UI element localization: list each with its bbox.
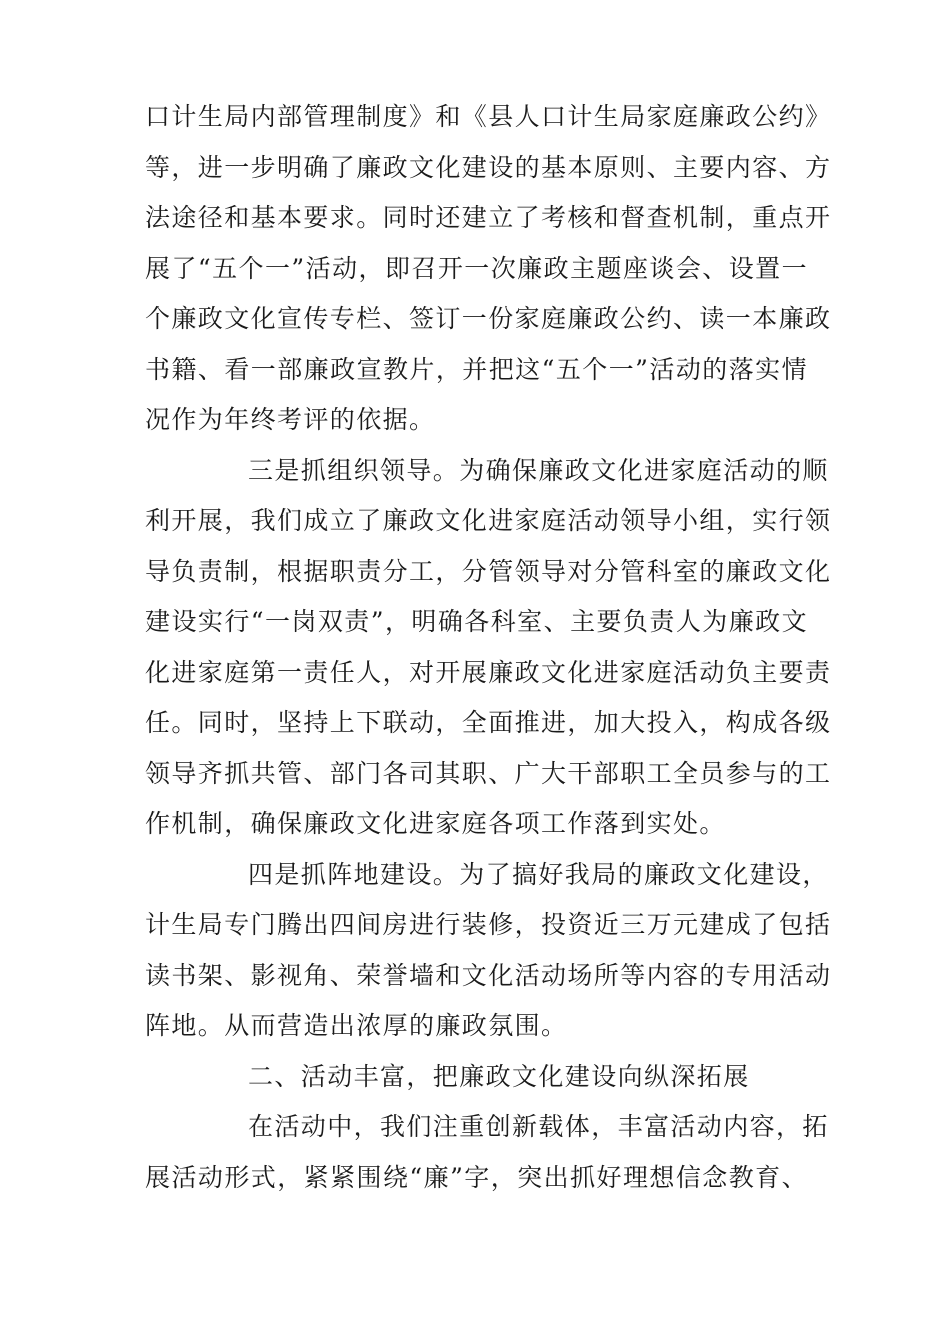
text-line: 领导齐抓共管、部门各司其职、广大干部职工全员参与的工 xyxy=(145,758,832,788)
section-heading xyxy=(145,1052,808,1103)
text-line: 在活动中，我们注重创新载体，丰富活动内容，拓 xyxy=(248,1112,829,1141)
paragraph-2 xyxy=(145,446,832,850)
paragraph-3 xyxy=(145,850,832,1052)
text-line: 口计生局内部管理制度》和《县人口计生局家庭廉政公约》 xyxy=(145,102,832,131)
text-line: 二、活动丰富，把廉政文化建设向纵深拓展 xyxy=(248,1061,750,1091)
text-line: 导负责制，根据职责分工，分管领导对分管科室的廉政文化 xyxy=(145,556,832,586)
text-line: 况作为年终考评的依据。 xyxy=(145,405,436,434)
text-line: 法途径和基本要求。同时还建立了考核和督查机制，重点开 xyxy=(145,203,832,232)
document-body xyxy=(145,92,832,1203)
text-line: 阵地。从而营造出浓厚的廉政氛围。 xyxy=(145,1011,568,1040)
text-line: 书籍、看一部廉政宣教片，并把这“五个一”活动的落实情 xyxy=(145,354,808,384)
text-line: 展了“五个一”活动，即召开一次廉政主题座谈会、设置一 xyxy=(145,253,808,283)
text-line: 利开展，我们成立了廉政文化进家庭活动领导小组，实行领 xyxy=(145,506,832,535)
text-line: 展活动形式，紧紧围绕“廉”字，突出抓好理想信念教育、 xyxy=(145,1162,808,1192)
text-line: 个廉政文化宣传专栏、签订一份家庭廉政公约、读一本廉政 xyxy=(145,304,832,333)
text-line: 读书架、影视角、荣誉墙和文化活动场所等内容的专用活动 xyxy=(145,960,832,990)
text-line: 任。同时，坚持上下联动，全面推进，加大投入，构成各级 xyxy=(145,708,832,737)
paragraph-1 xyxy=(145,92,832,446)
text-line: 建设实行“一岗双责”，明确各科室、主要负责人为廉政文 xyxy=(145,607,808,636)
text-line: 化进家庭第一责任人，对开展廉政文化进家庭活动负主要责 xyxy=(145,657,832,687)
text-line: 三是抓组织领导。为确保廉政文化进家庭活动的顺 xyxy=(248,455,829,485)
text-line: 等，进一步明确了廉政文化建设的基本原则、主要内容、方 xyxy=(145,152,832,182)
text-line: 作机制，确保廉政文化进家庭各项工作落到实处。 xyxy=(145,809,726,838)
paragraph-4 xyxy=(145,1102,829,1203)
text-line: 四是抓阵地建设。为了搞好我局的廉政文化建设， xyxy=(248,859,829,889)
text-line: 计生局专门腾出四间房进行装修，投资近三万元建成了包括 xyxy=(145,910,832,939)
